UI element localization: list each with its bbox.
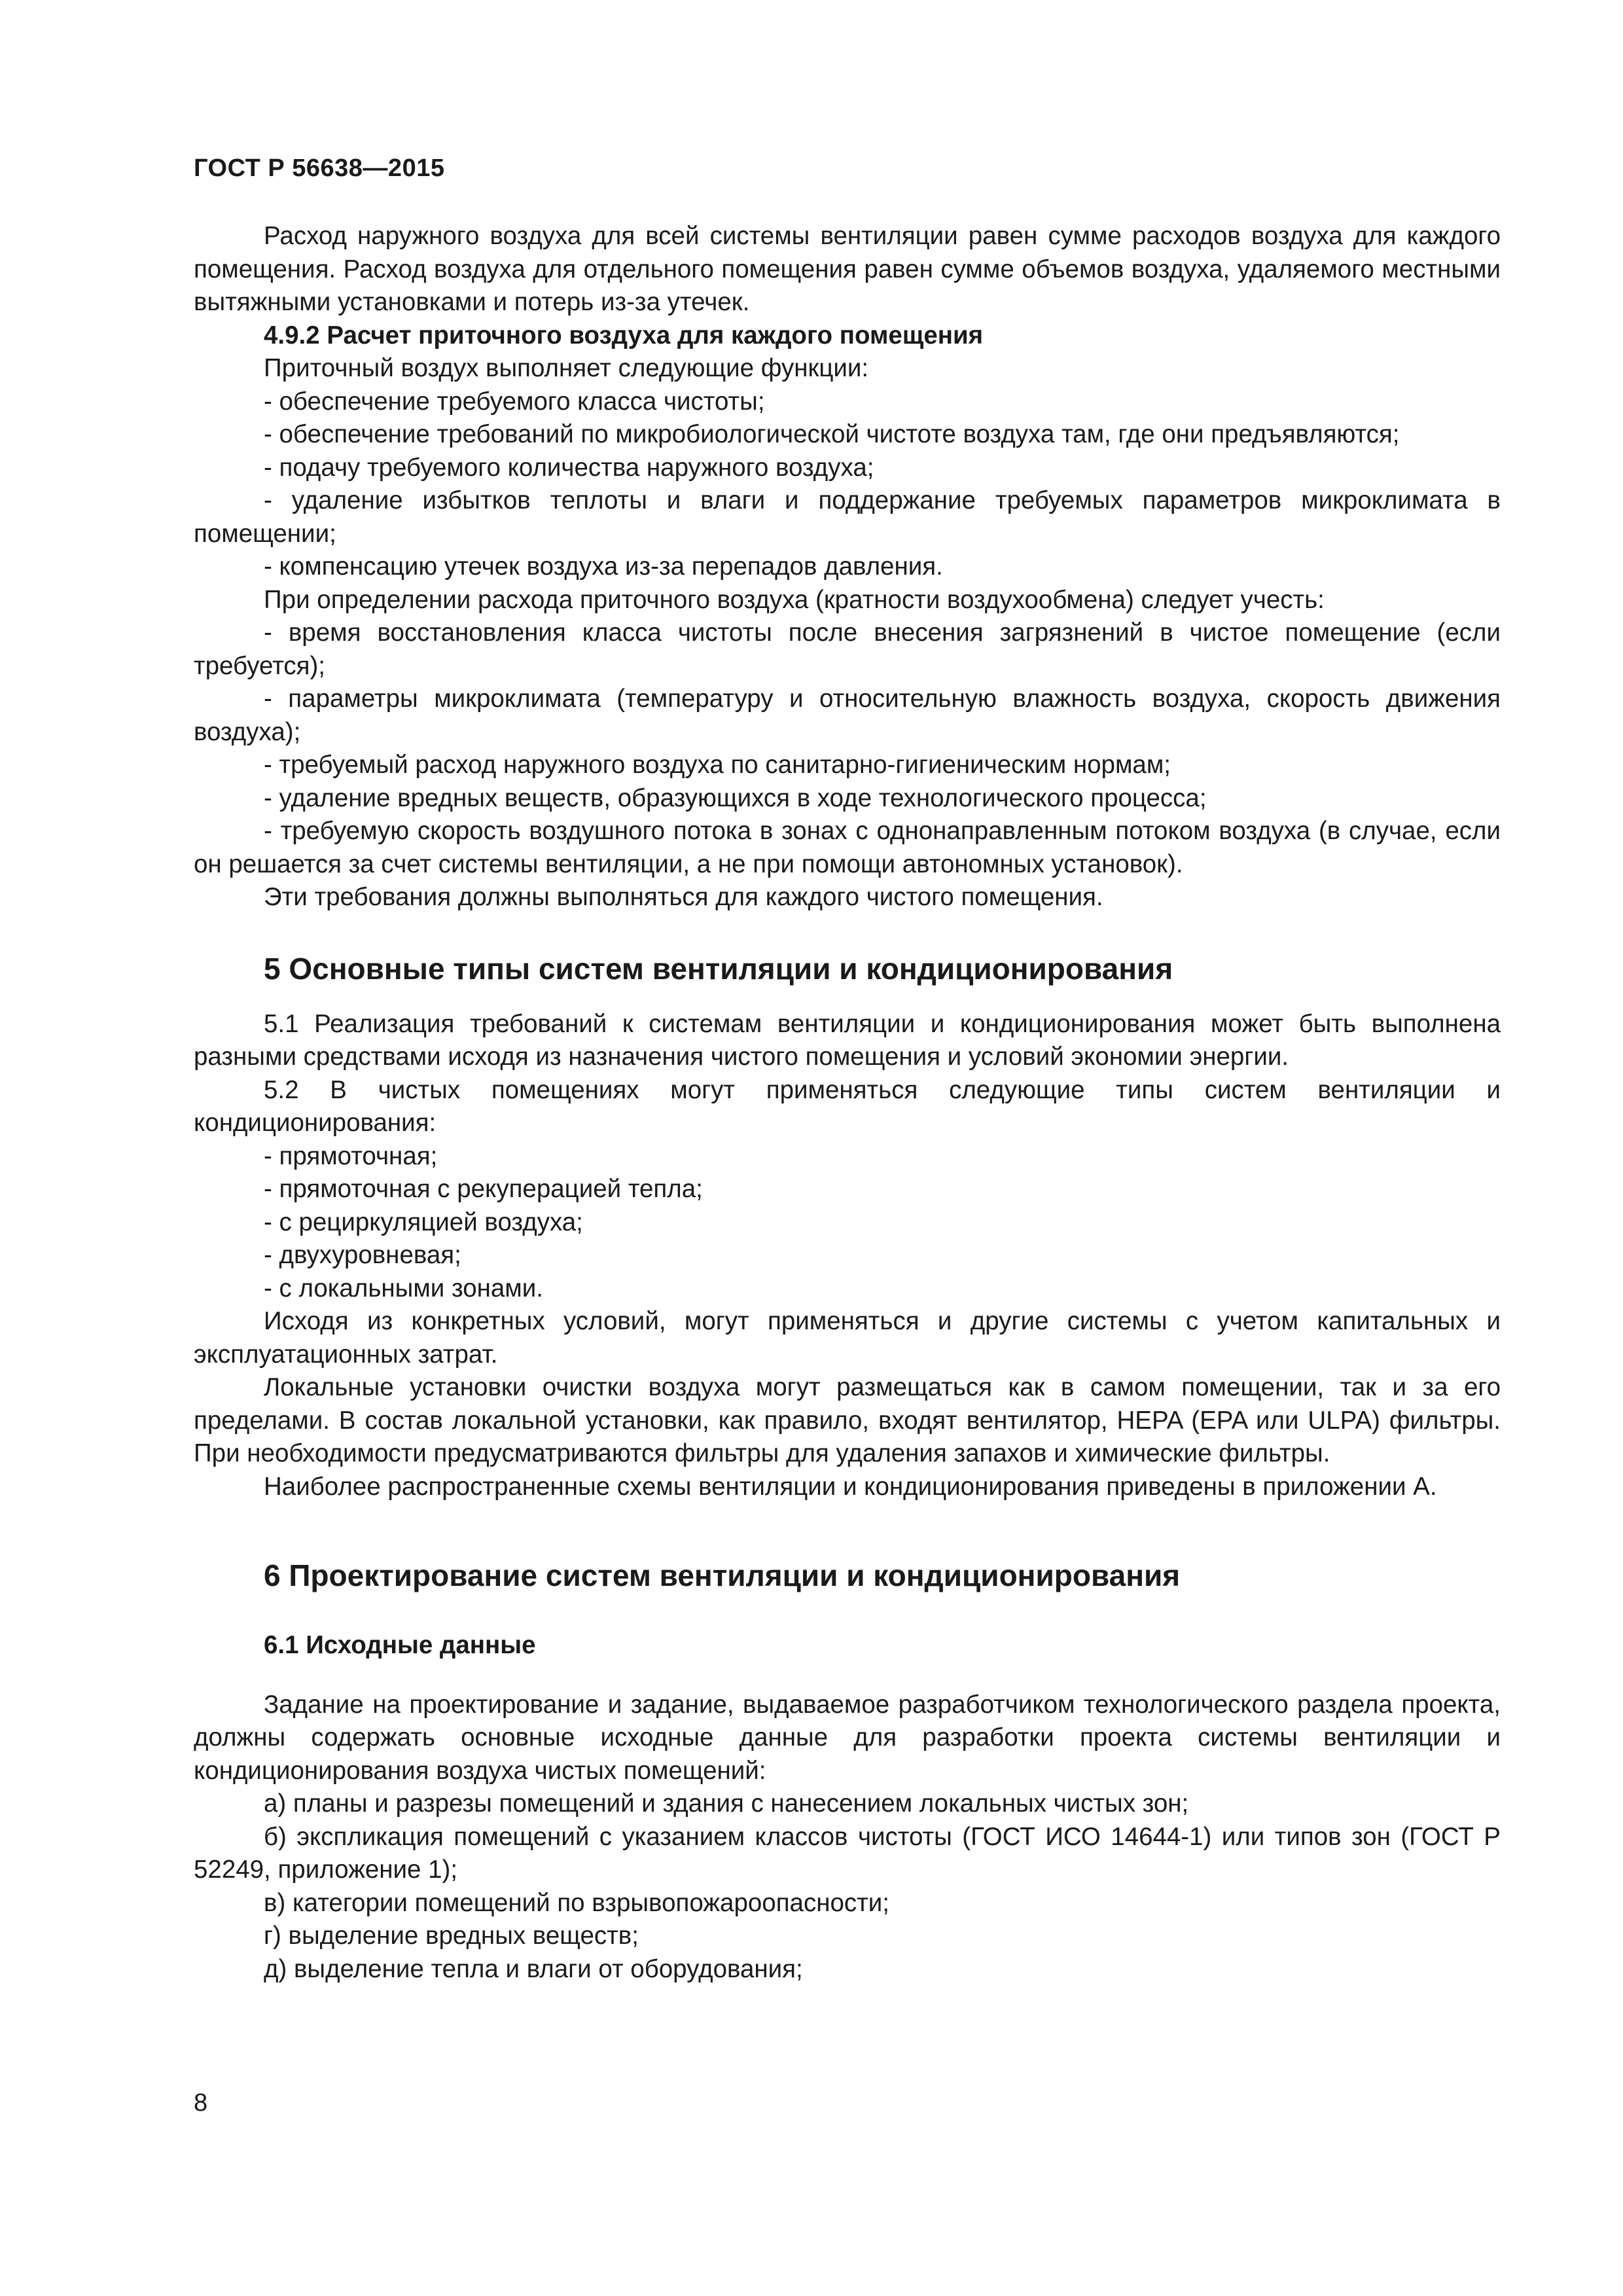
paragraph-local-units: Локальные установки очистки воздуха могут размещаться как в самом помещении, так и за его пределами. В состав локальной установки, как правило, входят вентилятор, HEPA (EPA или ULPA) фильтры. При необходимости предусматриваются фильтры для удаления запахов и химические фильтры. bbox=[194, 1373, 1501, 1467]
list-item: - время восстановления класса чистоты после внесения загрязнений в чистое помещение (если требуется); bbox=[194, 619, 1501, 680]
paragraph-supply-functions: Приточный воздух выполняет следующие функции: bbox=[264, 354, 869, 382]
list-item: - прямоточная; bbox=[264, 1141, 438, 1170]
list-item: в) категории помещений по взрывопожароопасности; bbox=[264, 1888, 889, 1917]
paragraph-appendix-ref: Наиболее распространенные схемы вентиляции и кондиционирования приведены в приложении А. bbox=[264, 1472, 1437, 1501]
list-item: - требуемый расход наружного воздуха по санитарно-гигиеническим нормам; bbox=[264, 751, 1171, 779]
list-item: - удаление вредных веществ, образующихся в ходе технологического процесса; bbox=[264, 783, 1207, 812]
paragraph-other-systems: Исходя из конкретных условий, могут применяться и другие системы с учетом капитальных и эксплуатационных затрат. bbox=[194, 1307, 1501, 1369]
document-body bbox=[194, 220, 1501, 1986]
document-header-id: ГОСТ Р 56638—2015 bbox=[194, 154, 445, 182]
paragraph-design-task: Задание на проектирование и задание, выдаваемое разработчиком технологического раздела проекта, должны содержать основные исходные данные для разработки проекта системы вентиляции и кондиционирования воздуха чистых помещений: bbox=[194, 1690, 1501, 1785]
list-item: а) планы и разрезы помещений и здания с нанесением локальных чистых зон; bbox=[264, 1789, 1189, 1818]
list-item: б) экспликация помещений с указанием классов чистоты (ГОСТ ИСО 14644-1) или типов зон (ГОСТ Р 52249, приложение 1); bbox=[194, 1822, 1501, 1884]
list-item: д) выделение тепла и влаги от оборудования; bbox=[264, 1954, 803, 1983]
list-item: - удаление избытков теплоты и влаги и поддержание требуемых параметров микроклимата в помещении; bbox=[194, 486, 1501, 548]
list-item: - параметры микроклимата (температуру и относительную влажность воздуха, скорость движения воздуха); bbox=[194, 685, 1501, 746]
paragraph-requirements: Эти требования должны выполняться для каждого чистого помещения. bbox=[264, 883, 1103, 911]
list-item: - обеспечение требований по микробиологической чистоте воздуха там, где они предъявляются; bbox=[264, 420, 1400, 448]
paragraph-5-1: 5.1 Реализация требований к системам вентиляции и кондиционирования может быть выполнена разными средствами исходя из назначения чистого помещения и условий экономии энергии. bbox=[194, 1009, 1501, 1071]
section-heading-5: 5 Основные типы систем вентиляции и кондиционирования bbox=[264, 951, 1173, 986]
subsection-heading-4-9-2: 4.9.2 Расчет приточного воздуха для каждого помещения bbox=[264, 321, 984, 350]
list-item: г) выделение вредных веществ; bbox=[264, 1922, 639, 1950]
list-item: - прямоточная с рекуперацией тепла; bbox=[264, 1175, 703, 1203]
paragraph-supply-rate: При определении расхода приточного воздуха (кратности воздухообмена) следует учесть: bbox=[264, 585, 1325, 614]
paragraph-outdoor-air: Расход наружного воздуха для всей системы вентиляции равен сумме расходов воздуха для каждого помещения. Расход воздуха для отдельного помещения равен сумме объемов воздуха, удаляемого местными вытяжными установками и потерь из-за утечек. bbox=[194, 222, 1501, 316]
page-number: 8 bbox=[194, 2089, 208, 2117]
list-item: - компенсацию утечек воздуха из-за перепадов давления. bbox=[264, 552, 943, 581]
list-item: - с рециркуляцией воздуха; bbox=[264, 1208, 583, 1236]
list-item: - требуемую скорость воздушного потока в зонах с однонаправленным потоком воздуха (в случае, если он решается за счет системы вентиляции, а не при помощи автономных установок). bbox=[194, 817, 1501, 878]
list-item: - с локальными зонами. bbox=[264, 1274, 543, 1302]
subsection-heading-6-1: 6.1 Исходные данные bbox=[264, 1631, 536, 1659]
section-heading-6: 6 Проектирование систем вентиляции и кондиционирования bbox=[264, 1558, 1181, 1592]
list-item: - двухуровневая; bbox=[264, 1241, 461, 1269]
list-item: - обеспечение требуемого класса чистоты; bbox=[264, 387, 765, 416]
list-item: - подачу требуемого количества наружного воздуха; bbox=[264, 453, 874, 482]
paragraph-5-2: 5.2 В чистых помещениях могут применяться следующие типы систем вентиляции и кондиционирования: bbox=[194, 1075, 1501, 1137]
